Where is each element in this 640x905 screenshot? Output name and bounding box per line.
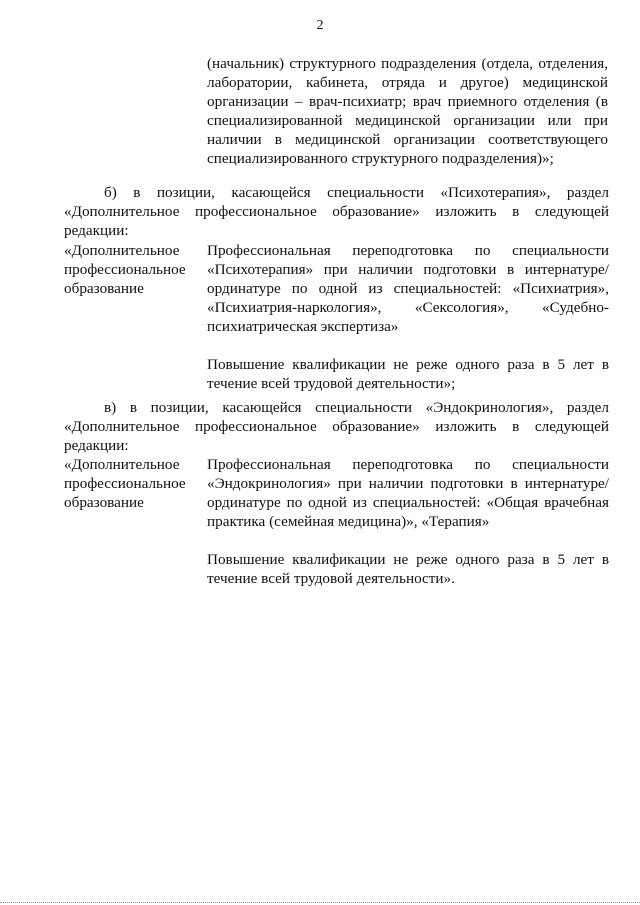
continuation-text: (начальник) структурного подразделения (отдела, отделения, лаборатории, кабинета, отряда и другое) медицинской организации – врач-психиатр; врач приемного отделения (в специализированной медицинской организации или при наличии в медицинской организации соответствующего специализированного структурного подразделения)»; bbox=[207, 55, 608, 167]
scan-edge-line bbox=[0, 902, 640, 903]
retraining-requirement: Профессиональная переподготовка по специальности «Эндокринология» при наличии подготовки в интернатуре/ординатуре по одной из специальностей: «Общая врачебная практика (семейная медицина)», «Терапия» bbox=[207, 456, 609, 530]
qualification-requirement: Повышение квалификации не реже одного раза в 5 лет в течение всей трудовой деятельности»; bbox=[207, 356, 609, 392]
retraining-requirement: Профессиональная переподготовка по специальности «Психотерапия» при наличии подготовки в интернатуре/ординатуре по одной из специальностей: «Психиатрия», «Психиатрия-наркология», «Сексология», «Судебно-психиатрическая экспертиза» bbox=[207, 242, 609, 335]
section-content bbox=[207, 241, 609, 393]
section-label: «Дополнительное профессиональное образование bbox=[64, 242, 186, 297]
section-label: «Дополнительное профессиональное образование bbox=[64, 456, 186, 511]
amendment-paragraph-b: б) в позиции, касающейся специальности «Психотерапия», раздел «Дополнительное профессиональное образование» изложить в следующей редакции: bbox=[64, 184, 609, 239]
section-content bbox=[207, 455, 609, 588]
amendment-paragraph-v: в) в позиции, касающейся специальности «Эндокринология», раздел «Дополнительное профессиональное образование» изложить в следующей редакции: bbox=[64, 399, 609, 454]
qualification-requirement: Повышение квалификации не реже одного раза в 5 лет в течение всей трудовой деятельности». bbox=[207, 551, 609, 587]
page-number: 2 bbox=[316, 18, 324, 33]
